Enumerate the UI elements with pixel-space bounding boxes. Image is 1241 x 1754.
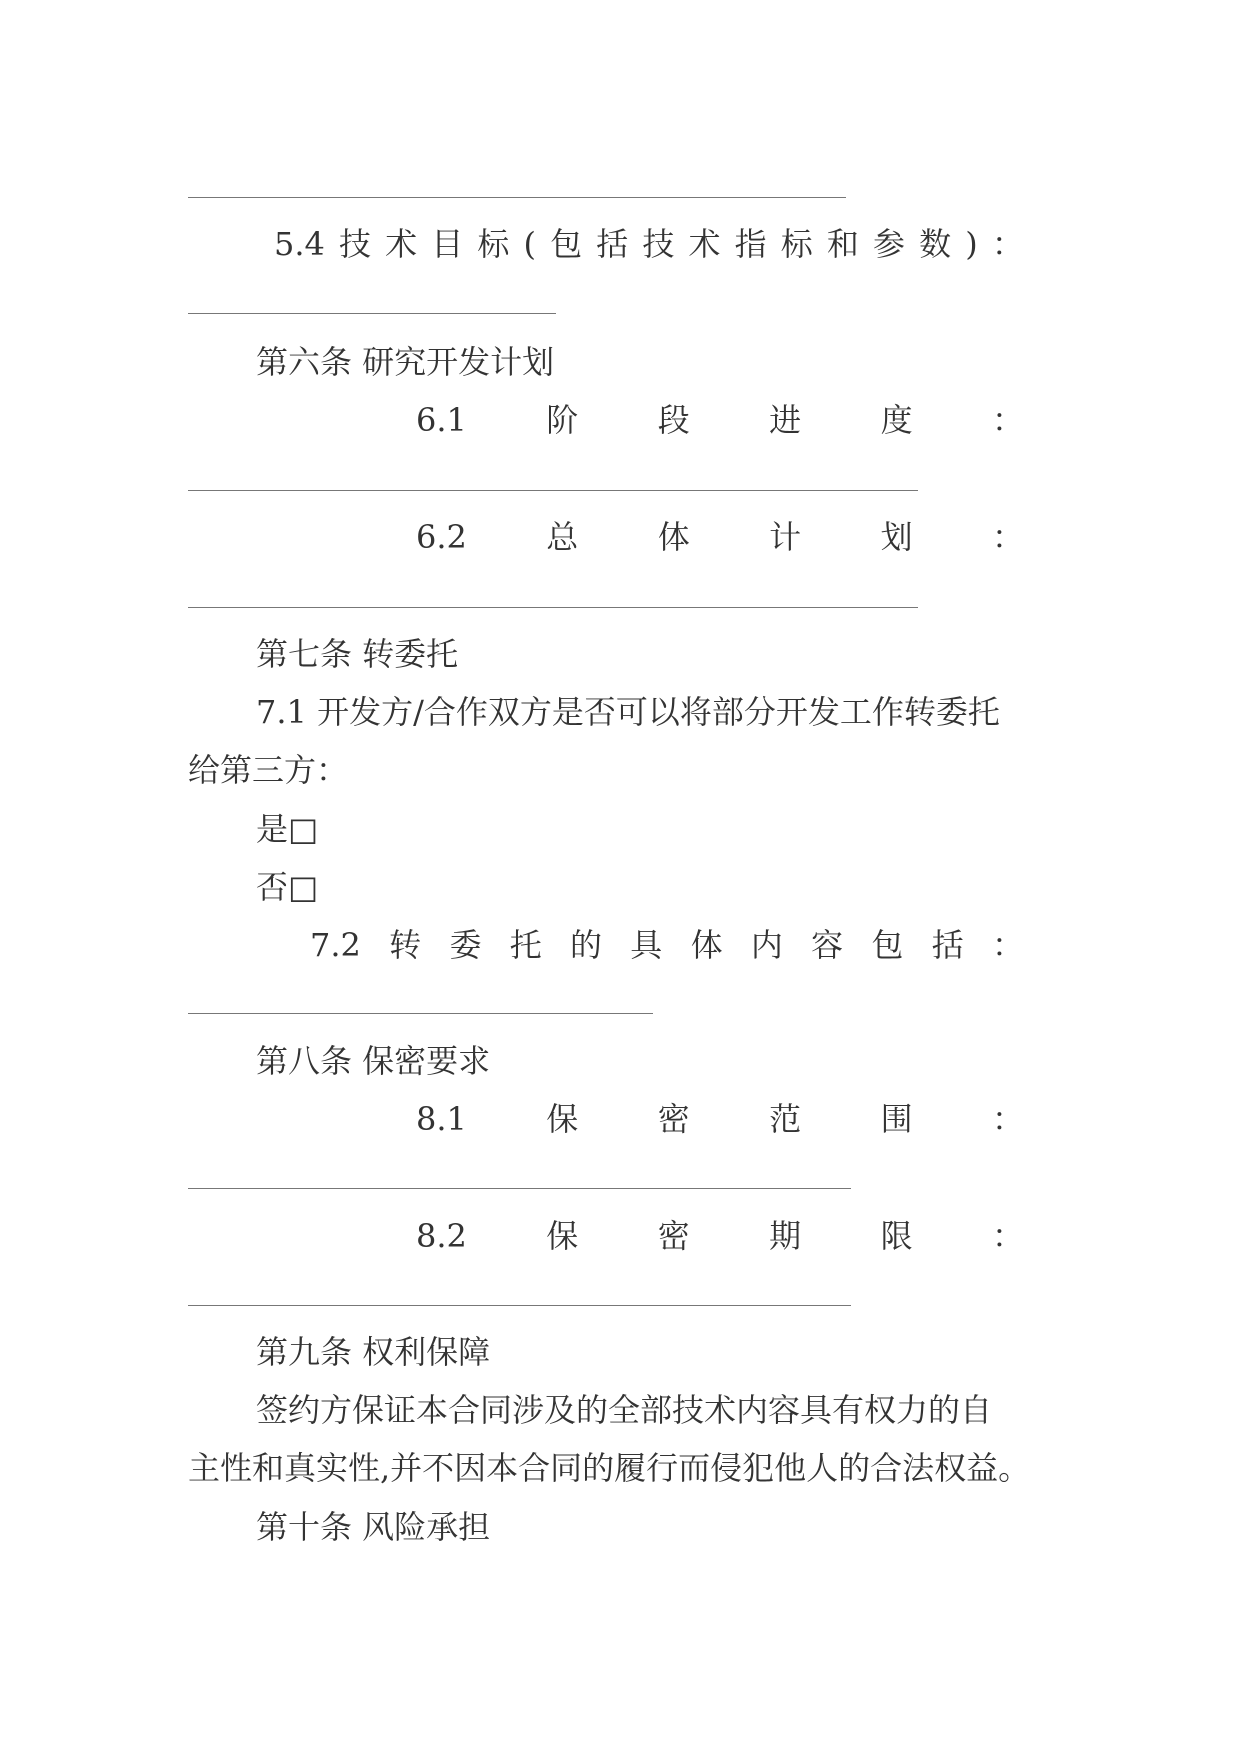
item-char: 度 <box>880 401 913 439</box>
item-char: 保 <box>546 1100 579 1138</box>
item-number: 8.2 <box>416 1217 467 1255</box>
article-9-body-line2: 主性和真实性,并不因本合同的履行而侵犯他人的合法权益。 <box>188 1449 1031 1487</box>
item-char: 括 <box>931 926 964 964</box>
article-9-body-line1: 签约方保证本合同涉及的全部技术内容具有权力的自 <box>256 1391 993 1429</box>
item-char: 限 <box>880 1217 913 1255</box>
item-number: 8.1 <box>416 1100 467 1138</box>
article-10-heading: 第十条 风险承担 <box>256 1508 491 1546</box>
item-char: 括 <box>596 225 629 263</box>
item-char: 围 <box>880 1100 913 1138</box>
item-char: 体 <box>690 926 723 964</box>
item-7-1-line1: 7.1 开发方/合作双方是否可以将部分开发工作转委托 <box>256 693 1000 731</box>
item-char: 转 <box>389 926 422 964</box>
item-number: 5.4 <box>274 225 325 263</box>
fill-in-blank-line <box>188 1188 851 1189</box>
item-6-2 <box>416 517 1024 557</box>
item-char: ： <box>991 225 1024 263</box>
fill-in-blank-line <box>188 197 846 198</box>
item-number: 6.1 <box>416 401 467 439</box>
item-char: 具 <box>630 926 663 964</box>
item-char: 密 <box>657 1100 690 1138</box>
item-char: 包 <box>550 225 583 263</box>
item-colon: ： <box>991 1100 1024 1138</box>
item-8-1 <box>416 1099 1024 1139</box>
item-5-4 <box>274 224 1024 264</box>
item-char: 容 <box>811 926 844 964</box>
fill-in-blank-line <box>188 1013 653 1014</box>
item-colon: ： <box>991 1217 1024 1255</box>
item-char: 标 <box>477 225 510 263</box>
item-char: 指 <box>734 225 767 263</box>
item-char: 期 <box>769 1217 802 1255</box>
article-9-heading: 第九条 权利保障 <box>256 1333 491 1371</box>
fill-in-blank-line <box>188 313 556 314</box>
item-char: 段 <box>657 401 690 439</box>
item-char: 包 <box>871 926 904 964</box>
item-char: 内 <box>750 926 783 964</box>
item-7-2 <box>310 925 1024 965</box>
item-char: 术 <box>385 225 418 263</box>
item-char: 保 <box>546 1217 579 1255</box>
item-char: 术 <box>688 225 721 263</box>
item-6-1 <box>416 400 1024 440</box>
item-char: 和 <box>826 225 859 263</box>
item-number: 6.2 <box>416 518 467 556</box>
item-char: 标 <box>780 225 813 263</box>
article-8-heading: 第八条 保密要求 <box>256 1042 491 1080</box>
item-char: 数 <box>919 225 952 263</box>
item-char: 目 <box>431 225 464 263</box>
item-char: 密 <box>657 1217 690 1255</box>
item-char: 阶 <box>546 401 579 439</box>
item-char: 范 <box>769 1100 802 1138</box>
item-colon: ： <box>991 926 1024 964</box>
item-char: 技 <box>339 225 372 263</box>
fill-in-blank-line <box>188 607 918 608</box>
item-char: 总 <box>546 518 579 556</box>
item-8-2 <box>416 1216 1024 1256</box>
fill-in-blank-line <box>188 490 918 491</box>
item-colon: ： <box>991 518 1024 556</box>
item-number: 7.2 <box>310 926 361 964</box>
item-7-1-line2: 给第三方： <box>188 751 349 789</box>
item-char: 划 <box>880 518 913 556</box>
item-char: 技 <box>642 225 675 263</box>
item-char: 计 <box>769 518 802 556</box>
item-char: ( <box>523 225 536 263</box>
item-colon: ： <box>991 401 1024 439</box>
fill-in-blank-line <box>188 1305 851 1306</box>
option-yes-checkbox[interactable]: 是□ <box>256 810 319 848</box>
item-char: 参 <box>872 225 905 263</box>
item-char: 委 <box>449 926 482 964</box>
item-char: 体 <box>657 518 690 556</box>
item-char: 的 <box>570 926 603 964</box>
item-char: ) <box>965 225 978 263</box>
option-no-checkbox[interactable]: 否□ <box>256 868 319 906</box>
article-6-heading: 第六条 研究开发计划 <box>256 343 555 381</box>
item-char: 进 <box>769 401 802 439</box>
article-7-heading: 第七条 转委托 <box>256 635 459 673</box>
item-char: 托 <box>509 926 542 964</box>
